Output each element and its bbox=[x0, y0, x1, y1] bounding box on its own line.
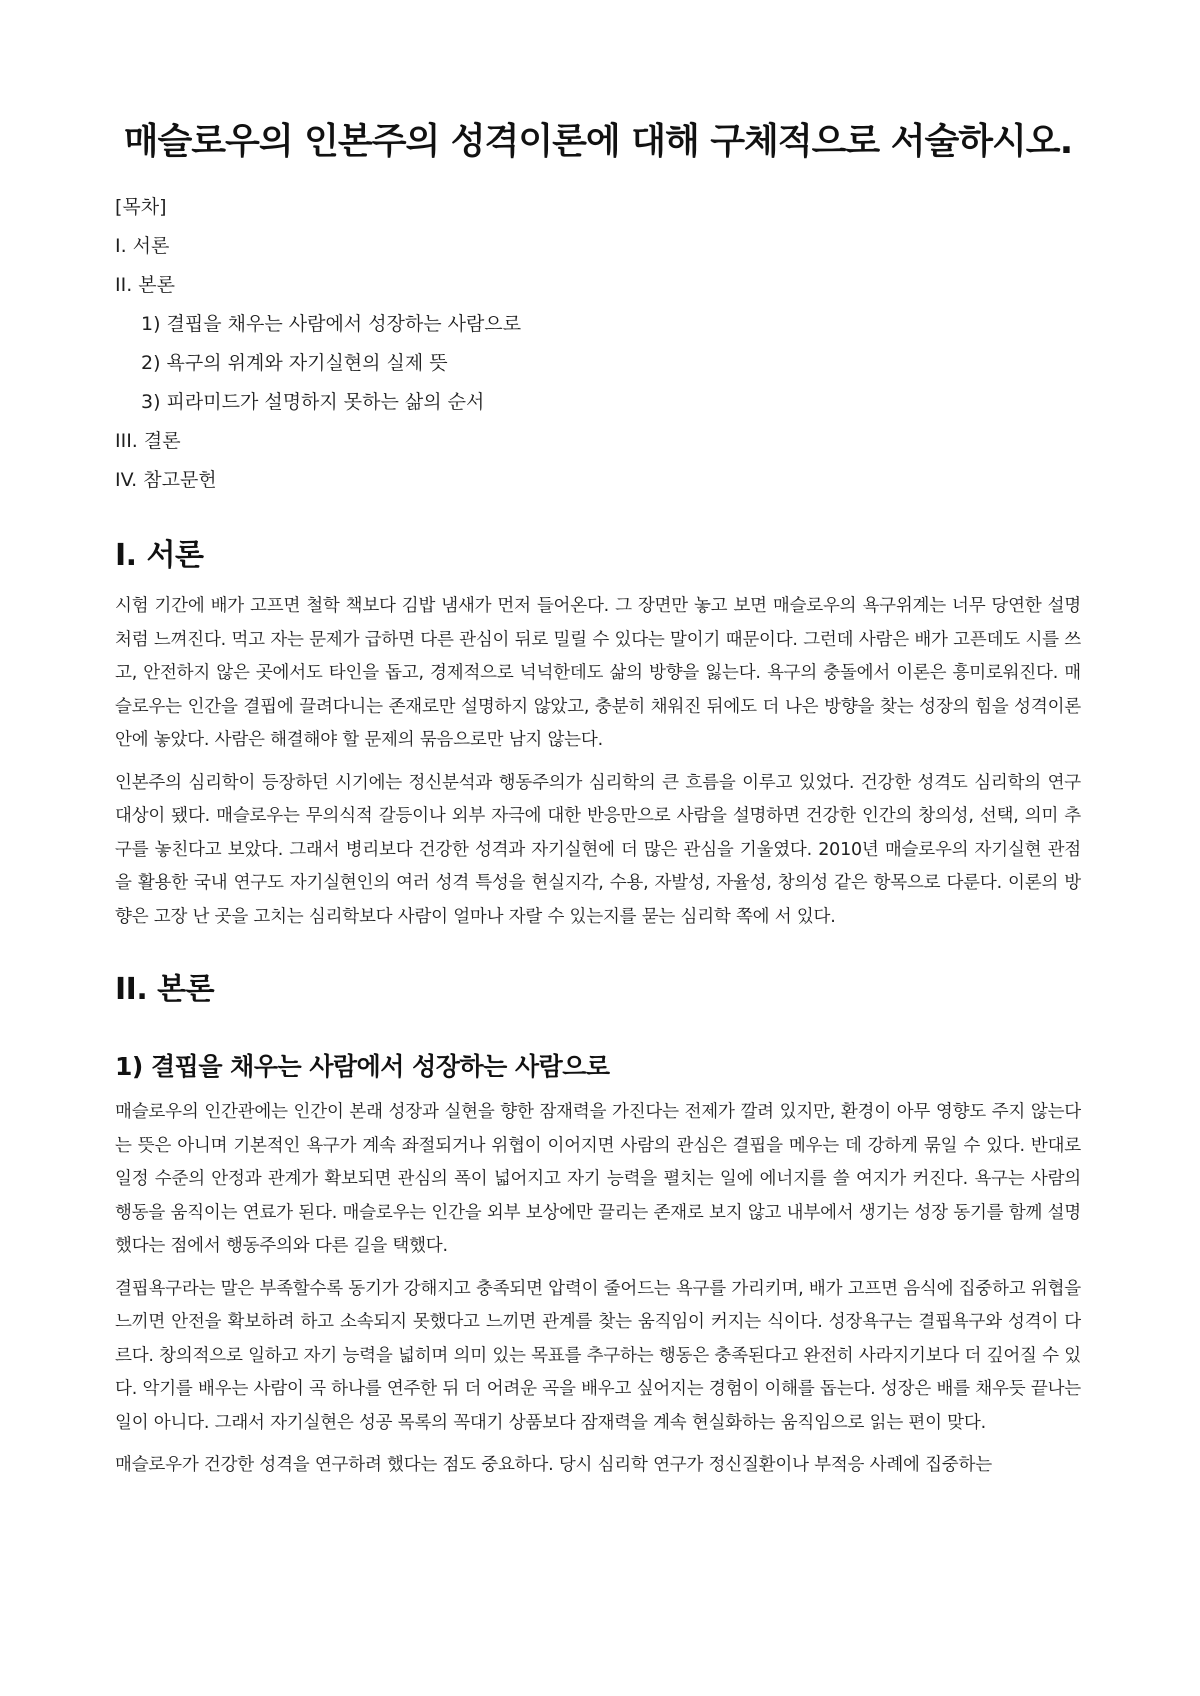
toc-subitem-2: 2) 욕구의 위계와 자기실현의 실제 뜻 bbox=[141, 352, 448, 374]
paragraph: 시험 기간에 배가 고프면 철학 책보다 김밥 냄새가 먼저 들어온다. 그 장면만 놓고 보면 매슬로우의 욕구위계는 너무 당연한 설명처럼 느껴진다. 먹고 자는 문제가 급하면 다른 관심이 뒤로 밀릴 수 있다는 말이기 때문이다. 그런데 사람은 배가 고픈데도 시를 쓰고, 안전하지 않은 곳에서도 타인을 돕고, 경제적으로 넉넉한데도 삶의 방향을 잃는다. 욕구의 충돌에서 이론은 흥미로워진다. 매슬로우는 인간을 결핍에 끌려다니는 존재로만 설명하지 않았고, 충분히 채워진 뒤에도 더 나은 방향을 찾는 성장의 힘을 성격이론 안에 놓았다. 사람은 해결해야 할 문제의 묶음으로만 남지 않는다. bbox=[115, 596, 1081, 750]
subsection-heading-1: 1) 결핍을 채우는 사람에서 성장하는 사람으로 bbox=[115, 1052, 610, 1081]
toc-subitem-1: 1) 결핍을 채우는 사람에서 성장하는 사람으로 bbox=[141, 313, 522, 335]
paragraph: 매슬로우가 건강한 성격을 연구하려 했다는 점도 중요하다. 당시 심리학 연구가 정신질환이나 부적응 사례에 집중하는 bbox=[115, 1455, 992, 1475]
toc-item-introduction: I. 서론 bbox=[115, 235, 170, 257]
table-of-contents bbox=[115, 188, 1081, 500]
paragraph: 매슬로우의 인간관에는 인간이 본래 성장과 실현을 향한 잠재력을 가진다는 전제가 깔려 있지만, 환경이 아무 영향도 주지 않는다는 뜻은 아니며 기본적인 욕구가 계속 좌절되거나 위협이 이어지면 사람의 관심은 결핍을 메우는 데 강하게 묶일 수 있다. 반대로 일정 수준의 안정과 관계가 확보되면 관심의 폭이 넓어지고 자기 능력을 펼치는 일에 에너지를 쓸 여지가 커진다. 욕구는 사람의 행동을 움직이는 연료가 된다. 매슬로우는 인간을 외부 보상에만 끌리는 존재로 보지 않고 내부에서 생기는 성장 동기를 함께 설명했다는 점에서 행동주의와 다른 길을 택했다. bbox=[115, 1102, 1081, 1256]
section-introduction bbox=[115, 536, 1081, 934]
toc-item-conclusion: III. 결론 bbox=[115, 430, 181, 452]
toc-subitem-3: 3) 피라미드가 설명하지 못하는 삶의 순서 bbox=[141, 391, 485, 413]
paragraph: 결핍욕구라는 말은 부족할수록 동기가 강해지고 충족되면 압력이 줄어드는 욕구를 가리키며, 배가 고프면 음식에 집중하고 위협을 느끼면 안전을 확보하려 하고 소속되지 못했다고 느끼면 관계를 찾는 움직임이 커지는 식이다. 성장욕구는 결핍욕구와 성격이 다르다. 창의적으로 일하고 자기 능력을 넓히며 의미 있는 목표를 추구하는 행동은 충족된다고 완전히 사라지기보다 더 깊어질 수 있다. 악기를 배우는 사람이 곡 하나를 연주한 뒤 더 어려운 곡을 배우고 싶어지는 경험이 이해를 돕는다. 성장은 배를 채우듯 끝나는 일이 아니다. 그래서 자기실현은 성공 목록의 꼭대기 상품보다 잠재력을 계속 현실화하는 움직임으로 읽는 편이 맞다. bbox=[115, 1278, 1081, 1433]
toc-heading: [목차] bbox=[115, 196, 167, 218]
section-heading-introduction: I. 서론 bbox=[115, 538, 204, 573]
toc-item-main-body: II. 본론 bbox=[115, 274, 175, 296]
document-title: 매슬로우의 인본주의 성격이론에 대해 구체적으로 서술하시오. bbox=[123, 121, 1073, 162]
section-main-body bbox=[115, 970, 1081, 1483]
paragraph: 인본주의 심리학이 등장하던 시기에는 정신분석과 행동주의가 심리학의 큰 흐름을 이루고 있었다. 건강한 성격도 심리학의 연구 대상이 됐다. 매슬로우는 무의식적 갈등이나 외부 자극에 대한 반응만으로 사람을 설명하면 건강한 인간의 창의성, 선택, 의미 추구를 놓친다고 보았다. 그래서 병리보다 건강한 성격과 자기실현에 더 많은 관심을 기울였다. 2010년 매슬로우의 자기실현 관점을 활용한 국내 연구도 자기실현인의 여러 성격 특성을 현실지각, 수용, 자발성, 자율성, 창의성 같은 항목으로 다룬다. 이론의 방향은 고장 난 곳을 고치는 심리학보다 사람이 얼마나 자랄 수 있는지를 묻는 심리학 쪽에 서 있다. bbox=[115, 772, 1081, 927]
section-heading-main-body: II. 본론 bbox=[115, 972, 215, 1007]
toc-item-references: IV. 참고문헌 bbox=[115, 469, 217, 491]
